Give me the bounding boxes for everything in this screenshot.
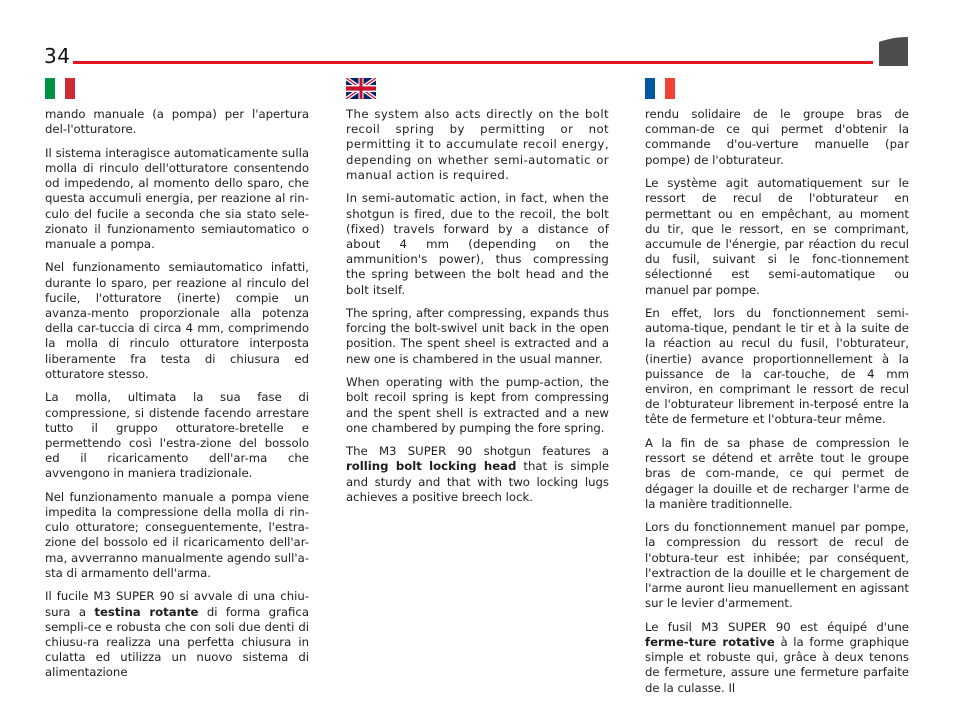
italian-paragraph: La molla, ultimata la sua fase di compressione, si distende facendo arrestare tutto il gruppo otturatore-bretelle e permettendo così l'estra-zione del bossolo ed il ricaricamento dell'ar-ma che avvengono in maniera tradizionale. <box>45 390 309 481</box>
french-column <box>645 107 909 704</box>
italian-paragraph: mando manuale (a pompa) per l'apertura del-l'otturatore. <box>45 107 309 137</box>
english-paragraph: In semi-automatic action, in fact, when the shotgun is fired, due to the recoil, the bolt (fixed) travels forward by a distance of about 4 mm (depending on the ammunition's power), thus compressing the spring between the bolt head and the bolt itself. <box>346 191 609 297</box>
corner-tab-icon <box>879 37 908 66</box>
italian-paragraph: Nel funzionamento semiautomatico infatti, durante lo sparo, per reazione al rinculo del fucile, l'otturatore (inerte) compie un avanza-mento proporzionale alla potenza della car-tuccia di circa 4 mm, comprimendo la molla di rinculo otturatore interposta liberamente fra testa di chiusura ed otturatore stesso. <box>45 260 309 381</box>
bold-term: rolling bolt locking head <box>346 459 517 474</box>
bold-term: testina rotante <box>94 604 199 619</box>
flag-italy-icon <box>45 78 75 99</box>
italian-paragraph: Nel funzionamento manuale a pompa viene impedita la compressione della molla di rin-culo otturatore; conseguentemente, l'estra-zione del bossolo ed il ricaricamento dell'ar-ma, avverranno manualmente agendo sull'a-sta di armamento dell'arma. <box>45 489 309 580</box>
flag-france-icon <box>645 78 675 99</box>
french-paragraph: Le système agit automatiquement sur le ressort de recul de l'obturateur en permettant ou en empêchant, au moment du tir, que le ressort, en se comprimant, accumule de l'énergie, par réaction du recul du fusil, suivant si le fonc-tionnement sélectionné est semi-automatique ou manuel par pompe. <box>645 176 909 297</box>
english-paragraph: The spring, after compressing, expands thus forcing the bolt-swivel unit back in the open position. The spent sheel is extracted and a new one is chambered in the usual manner. <box>346 306 609 366</box>
english-paragraph: The M3 SUPER 90 shotgun features a rolling bolt locking head that is simple and sturdy and that with two locking lugs achieves a positive breech lock. <box>346 444 610 504</box>
page-number: 34 <box>44 44 71 68</box>
french-paragraph: Lors du fonctionnement manuel par pompe, la compression du ressort de recul de l'obtura-teur est inhibée; par conséquent, l'extraction de la douille et le chargement de l'arme auront lieu manuellement en agissant sur le levier d'armement. <box>645 520 909 611</box>
french-paragraph: En effet, lors du fonctionnement semi-automa-tique, pendant le tir et à la suite de la réaction au recul du fusil, l'obturateur, (inertie) avance proportionnellement à la puissance de la car-touche, de 4 mm environ, en comprimant le ressort de recul de l'obturateur librement in-terposé entre la tête de fermeture et l'obtura-teur même. <box>645 306 909 427</box>
flag-uk-icon <box>346 78 376 99</box>
italian-paragraph: Il sistema interagisce automaticamente sulla molla di rinculo dell'otturatore consentendo od impedendo, al momento dello sparo, che questa accumuli energia, per reazione al rin-culo del fucile a seconda che sia stato sele-zionato il funzionamento semiautomatico o manuale a pompa. <box>45 145 309 251</box>
italian-column <box>45 107 309 689</box>
bold-term: ferme-ture rotative <box>645 634 775 649</box>
italian-paragraph: Il fucile M3 SUPER 90 si avvale di una chiu-sura a testina rotante di forma grafica sempli-ce e robusta che con soli due denti di chiusu-ra realizza una perfetta chiusura in culatta ed utilizza un nuovo sistema di alimentazione <box>45 589 310 680</box>
french-paragraph: Le fusil M3 SUPER 90 est équipé d'une ferme-ture rotative à la forme graphique simple et robuste qui, grâce à deux tenons de fermeture, assure une fermeture parfaite de la culasse. Il <box>645 619 909 695</box>
header-rule <box>73 61 873 64</box>
english-paragraph: The system also acts directly on the bolt recoil spring by permitting or not permitting it to accumulate recoil energy, depending on whether semi-automatic or manual action is required. <box>346 107 609 182</box>
french-paragraph: A la fin de sa phase de compression le ressort se détend et arrête tout le groupe bras de com-mande, ce qui permet de dégager la douille et de recharger l'arme de la manière traditionnelle. <box>645 435 909 511</box>
french-paragraph: rendu solidaire de le groupe bras de comman-de ce qui permet d'obtenir la commande d'ou-verture manuelle (par pompe) de l'obturateur. <box>645 107 909 167</box>
english-paragraph: When operating with the pump-action, the bolt recoil spring is kept from compressing and the spent shell is extracted and a new one chambered by pumping the fore spring. <box>346 375 609 435</box>
english-column <box>346 107 609 513</box>
